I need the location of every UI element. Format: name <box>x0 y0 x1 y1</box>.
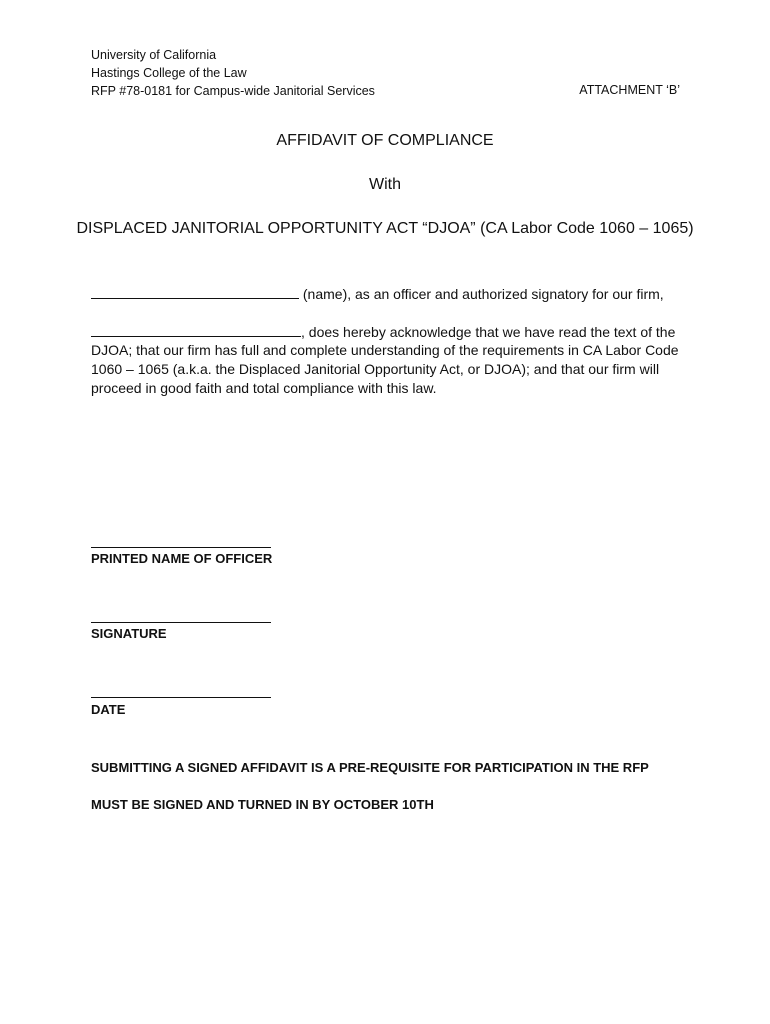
name-row-text: (name), as an officer and authorized signatory for our firm, <box>302 286 664 302</box>
printed-name-label: PRINTED NAME OF OFFICER <box>91 551 273 566</box>
header-institution: University of California <box>91 48 217 62</box>
header-college: Hastings College of the Law <box>91 66 247 80</box>
signature-label: SIGNATURE <box>91 626 167 641</box>
firm-row <box>91 323 675 340</box>
header-rfp: RFP #78-0181 for Campus-wide Janitorial Services <box>91 84 375 98</box>
prerequisite-notice: SUBMITTING A SIGNED AFFIDAVIT IS A PRE-REQUISITE FOR PARTICIPATION IN THE RFP <box>91 760 649 775</box>
deadline-notice: MUST BE SIGNED AND TURNED IN BY OCTOBER 10TH <box>91 797 434 812</box>
title-with: With <box>369 176 401 193</box>
printed-name-line[interactable] <box>91 547 271 548</box>
page-title: AFFIDAVIT OF COMPLIANCE <box>276 132 494 149</box>
firm-row-text: , does hereby acknowledge that we have read the text of the <box>301 324 676 340</box>
body-line-3: DJOA; that our firm has full and complete understanding of the requirements in CA Labor Code <box>91 342 679 358</box>
firm-blank[interactable] <box>91 323 301 337</box>
name-row <box>91 285 664 302</box>
body-line-5: proceed in good faith and total compliance with this law. <box>91 380 437 396</box>
act-title: DISPLACED JANITORIAL OPPORTUNITY ACT “DJOA” (CA Labor Code 1060 – 1065) <box>76 220 694 237</box>
name-blank[interactable] <box>91 285 299 299</box>
date-line[interactable] <box>91 697 271 698</box>
date-label: DATE <box>91 702 126 717</box>
attachment-label: ATTACHMENT ‘B’ <box>579 83 680 97</box>
signature-line[interactable] <box>91 622 271 623</box>
body-line-4: 1060 – 1065 (a.k.a. the Displaced Janitorial Opportunity Act, or DJOA); and that our firm will <box>91 361 660 377</box>
